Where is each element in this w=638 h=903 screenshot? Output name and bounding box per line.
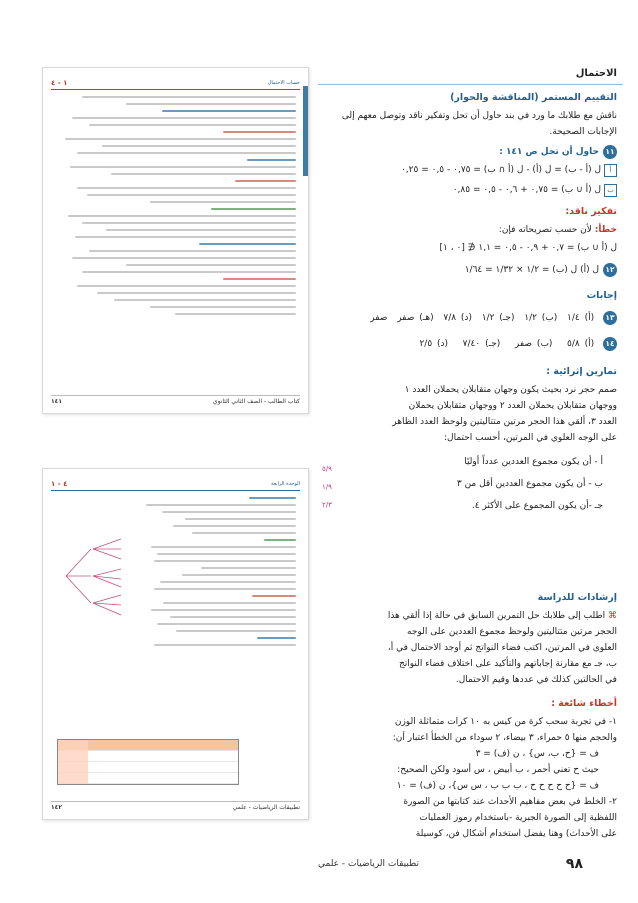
book-title: تطبيقات الرياضيات - علمي	[318, 859, 419, 869]
guidance-heading: إرشادات للدراسة	[537, 592, 617, 603]
error-text: لأن حسب تصريحاته فإن:	[498, 225, 592, 235]
answer-c: (جـ) ١/٢	[481, 313, 515, 323]
extra-line: على الوجه العلوي في المرتين، أحسب احتمال:	[444, 433, 617, 443]
guidance-line: في الحالتين كذلك في عددها وقيم الاحتمال.	[455, 675, 617, 685]
guidance-line: العلوي في المرتين، اكتب فضاء النواتج ثم أوجد الاحتمال في أ،	[387, 643, 617, 653]
header-divider	[318, 84, 623, 85]
mistakes-heading: أخطاء شائعة :	[551, 698, 617, 709]
equation-text: ل (أ ∪ ب) = ٠,٧ + ٠,٩ - ٠,٥ = ١,١ ∉ [٠ ، ١]	[439, 243, 617, 253]
mistake-line: على الأحداث) وهنا يفضل استخدام أشكال فن، كوسيلة	[415, 829, 617, 839]
question-number: ١٢	[603, 263, 617, 277]
answer-f: صفر	[370, 313, 388, 323]
error-label: خطأ:	[594, 225, 617, 235]
mistake-line: ف = {ح ح ح ح ح ، ب ب ب ، س س}، ن (ف) = ١٠	[396, 781, 599, 791]
question-number: ١٣	[603, 311, 617, 325]
thumbnail-footer-text: كتاب الطالب - الصف الثاني الثانوي	[212, 398, 300, 405]
extra-item-b: ب - أن يكون مجموع العددين أقل من ٣	[456, 479, 603, 489]
thumbnail-header	[51, 77, 300, 90]
thumbnail-footer	[51, 395, 300, 405]
critical-heading: تفكير ناقد:	[565, 206, 617, 217]
extra-answer-a: ٥/٩	[322, 465, 332, 473]
thumbnail-footer-text: تطبيقات الرياضيات - علمي	[232, 804, 300, 811]
question-number: ١٤	[603, 337, 617, 351]
thumbnail-page-bottom[interactable]	[42, 468, 309, 820]
thumbnail-lesson-tag: ٤ - ١	[51, 480, 68, 488]
extra-line: ووجهان متقابلان يحملان العدد ٢ ووجهان متقابلان يحملان	[408, 401, 617, 411]
thumbnail-header-text: حساب الاحتمال	[267, 80, 300, 86]
question-expression: ل (أ) ل (ب) = ١/٢ × ١/٣٢ = ١/٦٤	[464, 265, 599, 275]
thumbnail-footer	[51, 801, 300, 811]
thumbnail-lesson-tag: ١ - ٤	[51, 79, 68, 87]
answer-b: (ب) صفر	[514, 339, 553, 349]
question-13	[322, 310, 617, 326]
item-label: ب	[604, 184, 617, 197]
page-title: الاحتمال	[575, 68, 617, 79]
thumbnail-accent-bar	[303, 86, 308, 176]
mistake-line: ١- في تجربة سحب كرة من كيس به ١٠ كرات متماثلة الوزن	[394, 717, 617, 727]
thumbnail-text-lines	[138, 497, 296, 651]
assessment-intro: ناقش مع طلابك ما ورد في بند حاول أن تحل وتفكير ناقد وتوصل معهم إلى الإجابات الصحيحة.	[341, 111, 617, 137]
answer-c: (جـ) ٧/٤٠	[462, 339, 501, 349]
try-item-b	[322, 182, 617, 198]
mistake-line: والحجم منها ٥ حمراء، ٣ بيضاء، ٢ سوداء من الخطأ اعتبار أن:	[392, 733, 617, 743]
bullet-icon: ⌘	[605, 611, 617, 621]
question-number: ١١	[603, 145, 617, 159]
try-item-a	[322, 162, 617, 178]
extra-answers	[320, 465, 334, 509]
answer-b: (ب) ١/٢	[524, 313, 558, 323]
thumbnail-page-top[interactable]	[42, 67, 309, 414]
mistake-line: اللفظية إلى الصورة الجبرية -باستخدام رموز العمليات	[419, 813, 617, 823]
mistake-line: حيث ح تعني أحمر ، ب أبيض ، س أسود ولكن الصحيح:	[397, 765, 599, 775]
mistake-line: ف = {ح، ب، س} ، ن (ف) = ٣	[475, 749, 599, 759]
extra-answer-c: ٢/٣	[322, 501, 332, 509]
tree-diagram	[61, 529, 131, 624]
guidance-line: ب، جـ مع مقارنة إجاباتهم والتأكيد على اختلاف فضاء النواتج	[398, 659, 617, 669]
thumbnail-header	[51, 478, 300, 491]
item-expression: ل (أ ∪ ب) = ٠,٧٥ + ٠,٦ - ٠,٥ = ٠,٨٥	[452, 185, 601, 195]
mistakes-text	[322, 714, 617, 842]
extra-item-c: جـ -أن يكون المجموع على الأكثر ٤.	[471, 501, 603, 511]
thumbnail-page-number: ١٤١	[51, 398, 62, 405]
question-12	[322, 262, 617, 278]
answer-a: (أ) ١/٤	[567, 313, 595, 323]
thumbnail-text-lines	[53, 96, 296, 320]
mistake-line: ٢- الخلط في بعض مفاهيم الأحداث عند كتابتها من الصورة	[403, 797, 617, 807]
extra-text	[322, 382, 617, 514]
page-footer	[318, 856, 623, 876]
page-number: ٩٨	[565, 856, 583, 872]
answer-e: (هـ) صفر	[397, 313, 434, 323]
main-page	[318, 62, 623, 882]
thumbnail-page-number: ١٤٢	[51, 804, 62, 811]
answers-heading: إجابات	[586, 290, 617, 301]
extra-heading: تمارين إثرائية :	[546, 366, 617, 377]
critical-error	[322, 222, 617, 238]
critical-equation	[322, 240, 617, 256]
extra-answer-b: ١/٩	[322, 483, 332, 491]
extra-item-a: أ - أن يكون مجموع العددين عدداً أوليًا	[464, 457, 603, 467]
question-14	[322, 336, 617, 352]
extra-line: العدد ٣، ألقي هذا الحجر مرتين متتاليتين ولوحظ العدد الظاهر	[392, 417, 617, 427]
guidance-text	[322, 608, 617, 688]
thumbnail-table	[57, 739, 239, 785]
guidance-line: ⌘ اطلب إلى طلابك حل التمرين السابق في حالة إذا ألقي هذا	[387, 611, 617, 621]
try-heading	[322, 144, 617, 160]
try-label: حاول أن تحل ص ١٤١ :	[499, 147, 599, 157]
answer-a: (أ) ٥/٨	[567, 339, 595, 349]
thumbnail-header-text: الوحدة الرابعة	[271, 481, 300, 487]
extra-line: صمم حجر نرد بحيث يكون وجهان متقابلان يحملان العدد ١	[404, 385, 617, 395]
item-label: أ	[604, 164, 617, 177]
answer-d: (د) ٧/٨	[443, 313, 472, 323]
answer-d: (د) ٢/٥	[419, 339, 449, 349]
item-expression: ل (أ - ب) = ل (أ) - ل (أ ∩ ب) = ٠,٧٥ - ٠,٥ = ٠,٢٥	[400, 165, 601, 175]
guidance-line: الحجر مرتين متتاليتين ولوحظ مجموع العددين على الوجه	[407, 627, 617, 637]
assessment-heading: التقييم المستمر (المناقشة والحوار)	[450, 92, 617, 103]
